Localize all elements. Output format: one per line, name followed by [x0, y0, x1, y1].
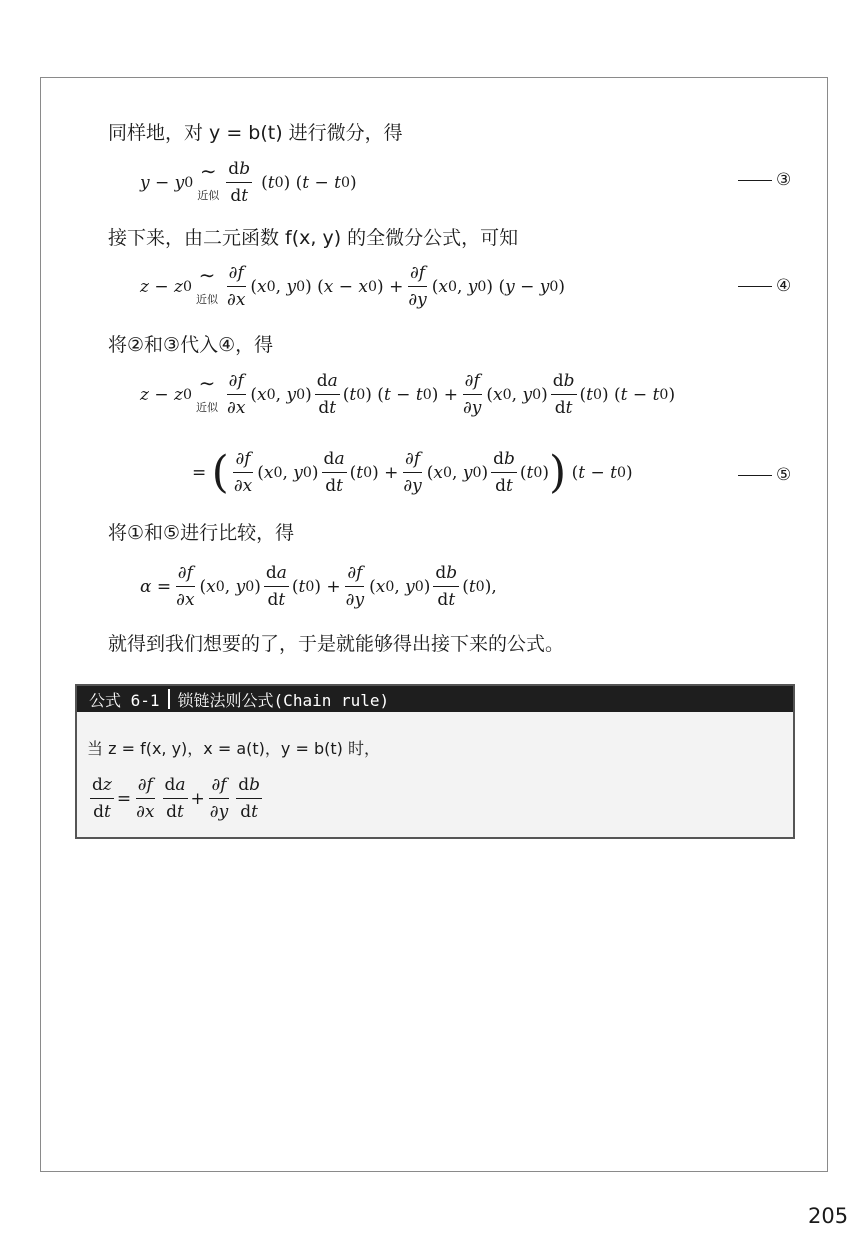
- equation-tag-5: [738, 465, 791, 485]
- equation-3: y − y 0 ∼ 近似 $\frac{db}{dt}$ ( t 0 ) ( t − t 0 ): [140, 158, 357, 206]
- equation-5-line-2: = ( $\frac{\partial f}{\partial x}$ ( x 0 , y 0 ) $\frac{da}{dt}$ ( t 0 ) + $\frac{\partial f}{\partial y}$ ( x 0 , y 0 ) $\frac{db}{dt}$ ( t 0 ) ) ( t − t 0 ): [192, 446, 633, 498]
- equation-tag-3: [738, 170, 791, 190]
- tag-label: ⑤: [776, 465, 792, 485]
- alpha-equation: α = $\frac{\partial f}{\partial x}$ ( x 0 , y 0 ) $\frac{da}{dt}$ ( t 0 ) + $\frac{\partial f}{\partial y}$ ( x 0 , y 0 ) $\frac{db}{dt}$ ( t 0 ),: [140, 563, 497, 610]
- tag-label: ④: [776, 276, 792, 296]
- equation-4: z − z 0 ∼ 近似 $\frac{\partial f}{\partial x}$ ( x 0 , y 0 ) ( x − x 0 ) + $\frac{\partial f}{\partial y}$ ( x 0 , y 0 ) ( y − y 0 ): [140, 262, 566, 310]
- chain-rule-formula: $\frac{dz}{dt}$ = $\frac{\partial f}{\partial x}$ $\frac{da}{dt}$ + $\frac{\partial f}{\partial y}$ $\frac{db}{dt}$: [92, 775, 260, 822]
- approx-label: 近似: [197, 188, 220, 202]
- paragraph-2: 接下来，由二元函数 f(x, y) 的全微分公式，可知: [108, 227, 519, 249]
- approx-symbol: ∼ 近似: [197, 158, 220, 202]
- formula-condition: 当 z = f(x, y)，x = a(t)，y = b(t) 时，: [87, 739, 380, 758]
- page-number: 205: [808, 1204, 849, 1228]
- approx-label: 近似: [196, 400, 219, 414]
- paragraph-5: 就得到我们想要的了，于是就能够得出接下来的公式。: [108, 633, 565, 655]
- paragraph-4: 将①和⑤进行比较，得: [108, 522, 295, 544]
- formula-box-header: [77, 686, 793, 712]
- equation-5-line-1: z − z 0 ∼ 近似 $\frac{\partial f}{\partial x}$ ( x 0 , y 0 ) $\frac{da}{dt}$ ( t 0 ) ( t − t 0 ) + $\frac{\partial f}{\partial y}$ ( x 0 , y 0 ) $\frac{db}{dt}$ ( t 0 ) ( t − t 0 ): [140, 370, 676, 418]
- formula-label: 公式 6-1: [89, 690, 160, 710]
- tag-label: ③: [776, 170, 792, 190]
- formula-title: 锁链法则公式(Chain rule): [177, 690, 390, 710]
- paragraph-1: 同样地，对 y = b(t) 进行微分，得: [108, 122, 403, 144]
- formula-box: [75, 684, 795, 839]
- equation-tag-4: [738, 276, 791, 296]
- header-divider: [168, 689, 170, 709]
- paragraph-3: 将②和③代入④，得: [108, 334, 274, 356]
- approx-label: 近似: [196, 292, 219, 306]
